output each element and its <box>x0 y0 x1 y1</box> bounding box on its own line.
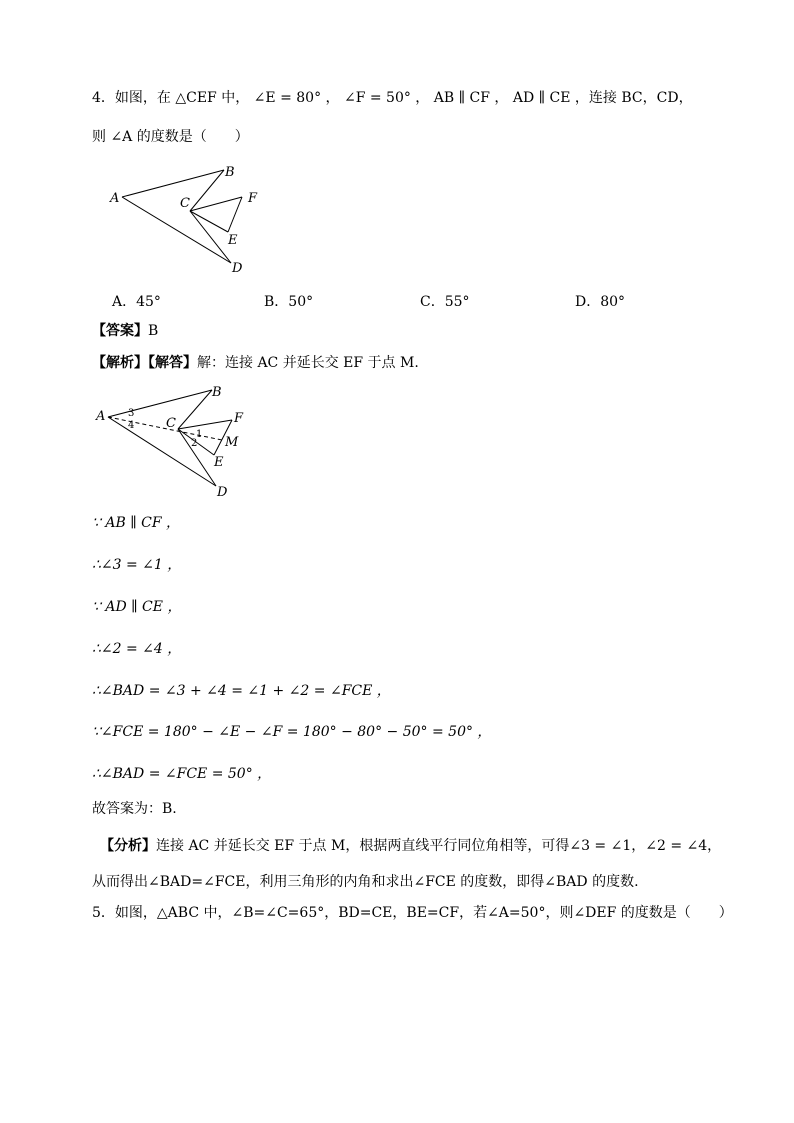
option-b[interactable]: B．50° <box>264 294 314 310</box>
step-3: ∵ AD ∥ CE ， <box>92 599 182 615</box>
segment-bc <box>178 390 212 429</box>
segment-cf <box>178 420 232 429</box>
fenxi-line1 <box>100 836 721 856</box>
label-b: B <box>212 385 222 400</box>
angle-label-4: 4 <box>128 420 135 431</box>
label-b: B <box>225 165 235 180</box>
step-6: ∵∠FCE = 180° − ∠E − ∠F = 180° − 80° − 50° = 50° ， <box>92 724 492 740</box>
analysis-figure <box>92 382 252 502</box>
option-c[interactable]: C．55° <box>420 294 470 310</box>
segment-ad <box>122 197 231 263</box>
fenxi-tag: 【分析】 <box>100 838 156 854</box>
label-e: E <box>214 455 224 470</box>
q4-stem-line2: 则 ∠A 的度数是（ ） <box>92 129 249 145</box>
label-c: C <box>180 196 190 211</box>
segment-ce <box>190 211 228 232</box>
segment-ab <box>108 390 212 417</box>
angle-label-1: 1 <box>196 429 203 440</box>
label-a: A <box>110 191 120 206</box>
angle-label-3: 3 <box>128 408 135 419</box>
segment-cf <box>190 197 242 211</box>
fenxi-text1: 连接 AC 并延长交 EF 于点 M，根据两直线平行同位角相等，可得∠3 = ∠1，∠2 = ∠4， <box>156 838 722 854</box>
label-a: A <box>96 409 106 424</box>
segment-ef <box>228 197 242 232</box>
q4-stem-line1: 4．如图，在 △CEF 中， ∠E = 80° ， ∠F = 50° ， AB ∥ CF ， AD ∥ CE ，连接 BC，CD， <box>92 90 693 106</box>
answer-tag: 【答案】 <box>92 323 148 339</box>
label-d: D <box>217 485 228 500</box>
angle-label-2: 2 <box>191 438 198 449</box>
analysis-intro <box>92 353 419 373</box>
step-7: ∴∠BAD = ∠FCE = 50° ， <box>92 766 272 782</box>
answer-line <box>92 321 158 341</box>
label-f: F <box>248 191 258 206</box>
option-d[interactable]: D．80° <box>575 294 626 310</box>
analysis-tag: 【解析】【解答】 <box>92 355 197 371</box>
step-5: ∴∠BAD = ∠3 + ∠4 = ∠1 + ∠2 = ∠FCE ， <box>92 683 391 699</box>
answer-value: B <box>148 323 159 339</box>
segment-ab <box>122 170 224 197</box>
segment-cd <box>190 211 231 263</box>
segment-bc <box>190 170 224 211</box>
q5-stem: 5．如图，△ABC 中，∠B=∠C=65°，BD=CE，BE=CF，若∠A=50°，则∠DEF 的度数是（ ） <box>92 905 733 921</box>
label-e: E <box>228 233 238 248</box>
label-f: F <box>234 411 244 426</box>
step-2: ∴∠3 = ∠1 ， <box>92 557 182 573</box>
label-c: C <box>166 416 176 431</box>
q4-figure <box>100 160 270 280</box>
option-a[interactable]: A．45° <box>112 294 161 310</box>
fenxi-line2: 从而得出∠BAD=∠FCE，利用三角形的内角和求出∠FCE 的度数，即得∠BAD 的度数. <box>92 874 639 890</box>
segment-ad <box>108 417 216 486</box>
label-m: M <box>225 435 239 450</box>
conclusion: 故答案为：B. <box>92 801 177 817</box>
analysis-text: 解：连接 AC 并延长交 EF 于点 M. <box>197 355 419 371</box>
step-1: ∵ AB ∥ CF ， <box>92 515 180 531</box>
step-4: ∴∠2 = ∠4 ， <box>92 641 182 657</box>
label-d: D <box>232 261 243 276</box>
